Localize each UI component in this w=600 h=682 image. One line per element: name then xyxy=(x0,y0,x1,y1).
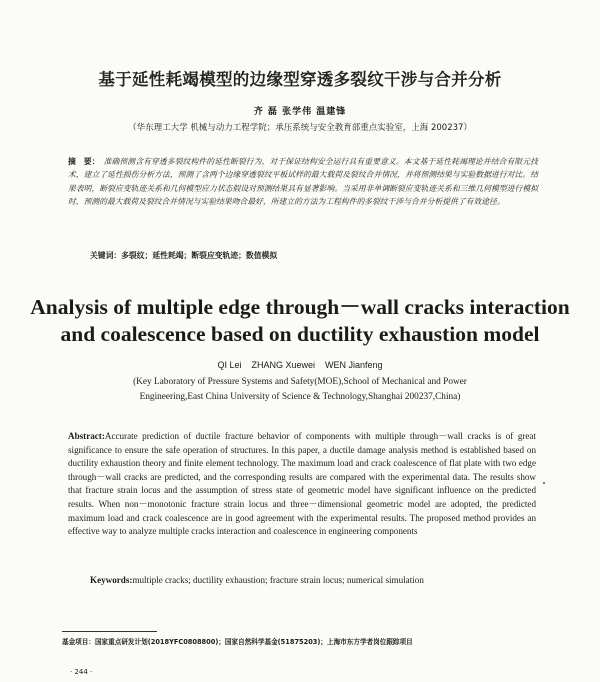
chinese-authors: 齐 磊 张学伟 温建锋 xyxy=(253,107,347,117)
chinese-affiliation: （华东理工大学 机械与动力工程学院；承压系统与安全教育部重点实验室，上海 200237） xyxy=(128,123,472,133)
english-abstract-label: Abstract: xyxy=(68,431,105,441)
chinese-abstract xyxy=(68,155,538,209)
chinese-title: 基于延性耗竭模型的边缘型穿透多裂纹干涉与合并分析 xyxy=(98,70,502,89)
funding-footnote: 基金项目：国家重点研发计划(2018YFC0808800)；国家自然科学基金(51875203)；上海市东方学者岗位跟踪项目 xyxy=(62,638,413,646)
english-affiliation-line1: (Key Laboratory of Pressure Systems and Safety(MOE),School of Mechanical and Power xyxy=(133,377,467,387)
chinese-abstract-label: 摘 要： xyxy=(68,157,100,166)
english-title-line2: and coalescence based on ductility exhaustion model xyxy=(60,322,540,346)
english-keywords-label: Keywords: xyxy=(90,575,133,585)
english-title-line1: Analysis of multiple edge through－wall cracks interaction xyxy=(30,295,570,319)
scan-dot xyxy=(543,482,545,484)
chinese-keywords-label: 关键词： xyxy=(90,251,122,260)
page-number: · 244 · xyxy=(70,668,93,676)
chinese-abstract-text: 准确预测含有穿透多裂纹构件的延性断裂行为，对于保证结构安全运行具有重要意义。本文基于延性耗竭理论并结合有限元技术，建立了延性损伤分析方法，预测了含两个边缘穿透裂纹平板试样的最大载荷及裂纹合并情况，并将预测结果与实验数据进行对比。结果表明，断裂应变轨迹关系和几何模型应力状态假设对预测结果具有显著影响。当采用非单调断裂应变轨迹关系和三维几何模型进行模拟时，预测的最大载荷及裂纹合并情况与实验结果吻合最好，所建立的方法为工程构件的多裂纹干涉与合并分析提供了有效途径。 xyxy=(68,157,539,207)
chinese-keywords-text: 多裂纹；延性耗竭；断裂应变轨迹；数值模拟 xyxy=(121,251,278,260)
english-affiliation xyxy=(0,375,600,404)
english-keywords xyxy=(90,575,550,585)
english-abstract xyxy=(68,430,536,539)
english-abstract-text: Accurate prediction of ductile fracture behavior of components with multiple through－wall cracks is of great significance to ensure the safe operation of structures. In this paper, a ductile damage analysis method is established based on ductility exhaustion theory and finite element technology. The maximum load and crack coalescence of flat plate with two edge through－wall cracks are predicted, and the corresponding results are compared with the experimental data. The results show that fracture strain locus and the assumption of stress state of geometric model have significant influence on the predicted results. When non－monotonic fracture strain locus and three－dimensional geometric model are adopted, the predicted maximum load and crack coalescence are in good agreement with the experimental results. The proposed method provides an effective way to analyze multiple cracks interaction and coalescence in engineering components xyxy=(68,431,536,537)
english-keywords-text: multiple cracks; ductility exhaustion; fracture strain locus; numerical simulation xyxy=(132,575,424,585)
english-affiliation-line2: Engineering,East China University of Science & Technology,Shanghai 200237,China) xyxy=(139,391,461,402)
chinese-keywords xyxy=(90,250,540,261)
footnote-rule xyxy=(62,631,157,632)
english-authors: QI Lei ZHANG Xuewei WEN Jianfeng xyxy=(217,360,383,370)
english-title xyxy=(0,294,600,348)
